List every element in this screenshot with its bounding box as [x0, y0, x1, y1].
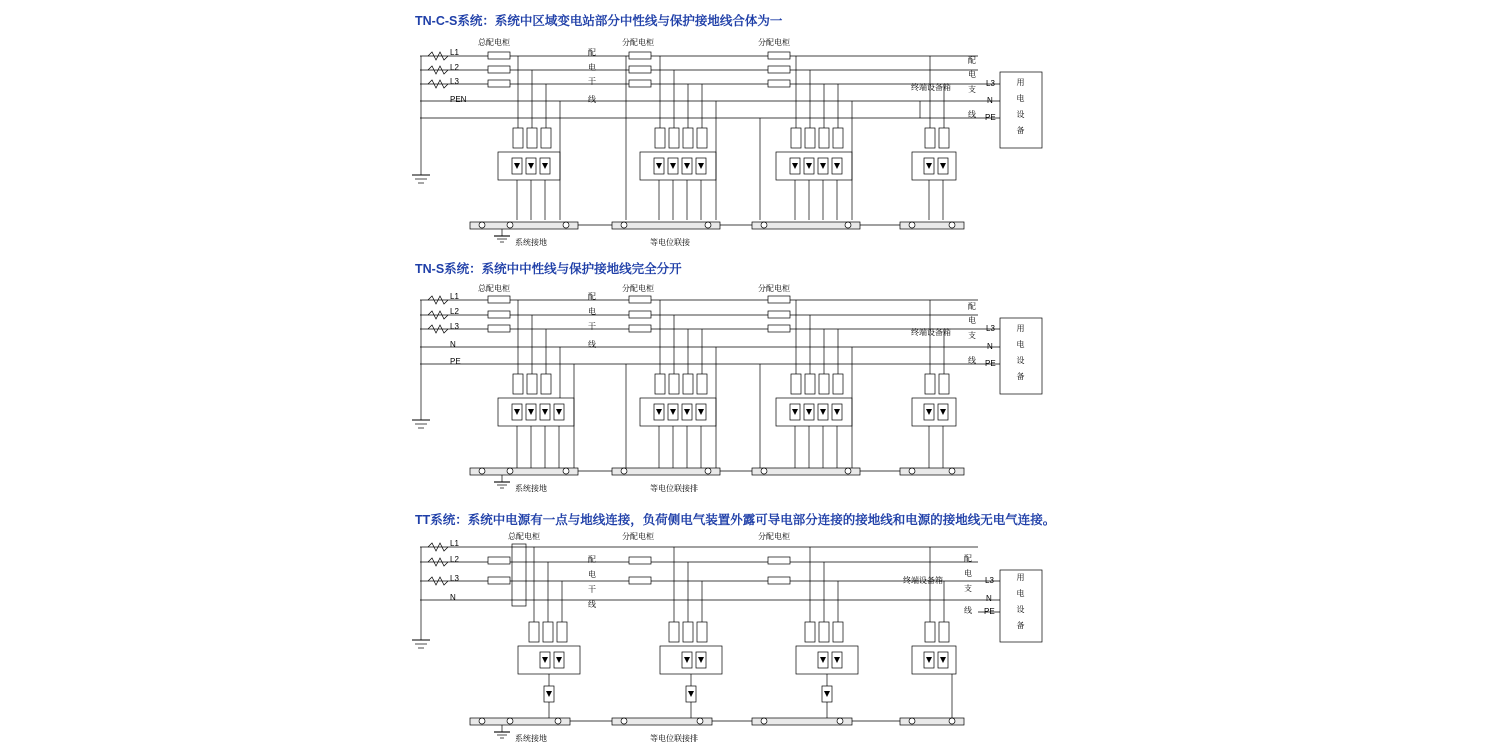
branch-label-3-s1: 支	[968, 85, 976, 94]
terminal-box-label-s2: 终端设备箱	[911, 328, 951, 337]
branch-label-4-s1: 线	[968, 110, 976, 119]
ground-label-bonding-s2: 等电位联接排	[650, 484, 698, 493]
consumer-terminal-n-s2: N	[987, 342, 993, 351]
consumer-box-label-4-s2: 备	[1016, 372, 1025, 381]
section-title-tt: TT系统：系统中电源有一点与地线连接，负荷侧电气装置外露可导电部分连接的接地线和电源的接地线无电气连接。	[415, 513, 1056, 527]
section-title-tn-s: TN-S系统：系统中中性线与保护接地线完全分开	[415, 262, 682, 276]
consumer-box-label-2-s1: 电	[1016, 94, 1025, 103]
trunk-label-4-s3: 线	[588, 600, 596, 609]
cabinet-label-sub1-s2: 分配电柜	[622, 284, 654, 293]
consumer-box-label-3-s2: 设	[1016, 356, 1025, 365]
ground-label-bonding-s3: 等电位联接排	[650, 734, 698, 743]
bus-label-l2-s1: L2	[450, 63, 459, 72]
consumer-box-label-4-s1: 备	[1016, 126, 1025, 135]
trunk-label-2-s1: 电	[588, 63, 596, 72]
trunk-label-3-s1: 干	[588, 77, 596, 86]
consumer-terminal-pe-s1: PE	[985, 113, 996, 122]
ground-label-system-s3: 系统接地	[515, 734, 547, 743]
branch-label-3-s2: 支	[968, 331, 976, 340]
consumer-box-label-1-s1: 用	[1016, 78, 1025, 87]
consumer-box-label-2-s2: 电	[1016, 340, 1025, 349]
trunk-label-2-s3: 电	[588, 570, 596, 579]
cabinet-label-sub1-s3: 分配电柜	[622, 532, 654, 541]
branch-label-2-s1: 电	[968, 70, 976, 79]
branch-label-4-s2: 线	[968, 356, 976, 365]
cabinet-label-main-s2: 总配电柜	[478, 284, 510, 293]
bus-label-pen-s1: PEN	[450, 95, 467, 104]
cabinet-label-main-s1: 总配电柜	[478, 38, 510, 47]
consumer-terminal-pe-s2: PE	[985, 359, 996, 368]
consumer-terminal-l3-s2: L3	[986, 324, 995, 333]
trunk-label-3-s3: 干	[588, 585, 596, 594]
ground-label-system-s2: 系统接地	[515, 484, 547, 493]
trunk-label-4-s1: 线	[588, 95, 596, 104]
trunk-label-1-s1: 配	[588, 48, 596, 57]
consumer-box-label-3-s3: 设	[1016, 605, 1025, 614]
consumer-terminal-l3-s3: L3	[985, 576, 994, 585]
bus-label-n-s2: N	[450, 340, 456, 349]
cabinet-label-sub2-s2: 分配电柜	[758, 284, 790, 293]
consumer-box-label-4-s3: 备	[1016, 621, 1025, 630]
branch-label-1-s3: 配	[964, 554, 972, 563]
bus-label-l1-s3: L1	[450, 539, 459, 548]
bus-label-l3-s1: L3	[450, 77, 459, 86]
section-title-tn-c-s: TN-C-S系统：系统中区域变电站部分中性线与保护接地线合体为一	[415, 14, 783, 28]
cabinet-label-main-s3: 总配电柜	[508, 532, 540, 541]
ground-label-bonding-s1: 等电位联接	[650, 238, 690, 247]
branch-label-3-s3: 支	[964, 584, 972, 593]
branch-label-2-s3: 电	[964, 569, 972, 578]
trunk-label-3-s2: 干	[588, 322, 596, 331]
trunk-label-1-s2: 配	[588, 292, 596, 301]
bus-label-l2-s2: L2	[450, 307, 459, 316]
ground-label-system-s1: 系统接地	[515, 238, 547, 247]
consumer-terminal-pe-s3: PE	[984, 607, 995, 616]
consumer-terminal-n-s3: N	[986, 594, 992, 603]
bus-label-l3-s3: L3	[450, 574, 459, 583]
branch-label-4-s3: 线	[964, 606, 972, 615]
consumer-box-label-3-s1: 设	[1016, 110, 1025, 119]
terminal-box-label-s1: 终端设备箱	[911, 83, 951, 92]
bus-label-n-s3: N	[450, 593, 456, 602]
terminal-box-label-s3: 终端设备箱	[903, 576, 943, 585]
consumer-box-label-1-s3: 用	[1016, 573, 1025, 582]
bus-label-pe-s2: PE	[450, 357, 461, 366]
branch-label-2-s2: 电	[968, 316, 976, 325]
consumer-terminal-n-s1: N	[987, 96, 993, 105]
bus-label-l1-s1: L1	[450, 48, 459, 57]
trunk-label-4-s2: 线	[588, 340, 596, 349]
consumer-box-label-1-s2: 用	[1016, 324, 1025, 333]
bus-label-l1-s2: L1	[450, 292, 459, 301]
branch-label-1-s2: 配	[968, 302, 976, 311]
consumer-box-label-2-s3: 电	[1016, 589, 1025, 598]
trunk-label-1-s3: 配	[588, 555, 596, 564]
cabinet-label-sub1-s1: 分配电柜	[622, 38, 654, 47]
trunk-label-2-s2: 电	[588, 307, 596, 316]
bus-label-l3-s2: L3	[450, 322, 459, 331]
bus-label-l2-s3: L2	[450, 555, 459, 564]
branch-label-1-s1: 配	[968, 56, 976, 65]
cabinet-label-sub2-s3: 分配电柜	[758, 532, 790, 541]
cabinet-label-sub2-s1: 分配电柜	[758, 38, 790, 47]
consumer-terminal-l3-s1: L3	[986, 79, 995, 88]
